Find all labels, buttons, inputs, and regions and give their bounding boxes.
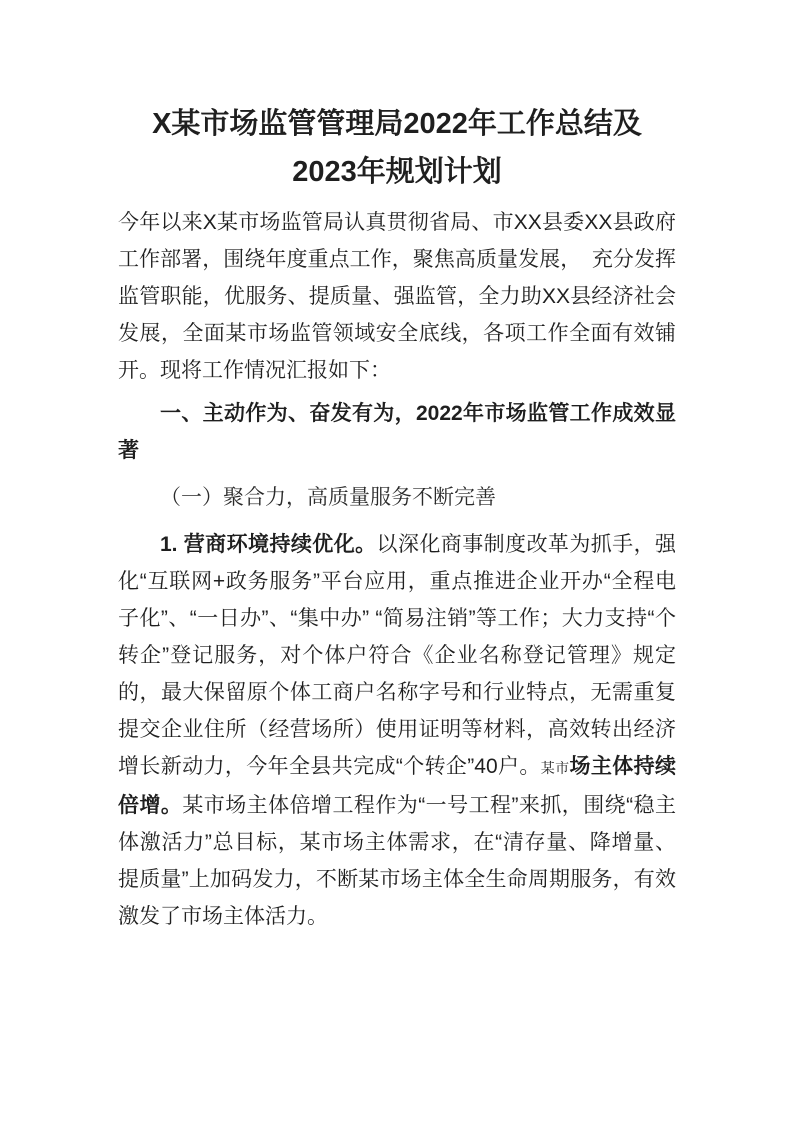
- section1-sub1-heading: （一）聚合力，高质量服务不断完善: [160, 485, 496, 509]
- document-title-line1: X某市场监管管理局2022年工作总结及: [152, 108, 642, 140]
- section1-heading: 一、主动作为、奋发有为，2022年市场监管工作成效显著: [118, 402, 676, 462]
- item1-lead-bold: 1. 营商环境持续优化。: [160, 533, 377, 556]
- intro-paragraph: 今年以来X某市场监管局认真贯彻省局、市XX县委XX县政府工作部署，围绕年度重点工作，聚焦高质量发展， 充分发挥监管职能，优服务、提质量、强监管，全力助XX县经济社会发展，全面某市场监管领域安全底线，各项工作全面有效铺开。现将工作情况汇报如下：: [118, 211, 676, 382]
- document-title: [118, 100, 676, 196]
- item1-inline-bold: 场主体持续倍增。: [118, 755, 677, 817]
- item1-inline-small: 某市: [540, 760, 570, 776]
- item1-body-b: 某市场主体倍增工程作为“一号工程”来抓，围绕“稳主体激活力”总目标，某市场主体需求，在“清存量、降增量、提质量”上加码发力，不断某市场主体全生命周期服务，有效激发了市场主体活力。: [118, 794, 677, 928]
- item1-body-a: 以深化商事制度改革为抓手，强化“互联网+政务服务”平台应用，重点推进企业开办“全程电子化”、“一日办”、“集中办” “简易注销”等工作；大力支持“个转企”登记服务，对个体户符合《企业名称登记管理》规定的，最大保留原个体工商户名称字号和行业特点，无需重复提交企业住所（经营场所）使用证明等材料，高效转出经济增长新动力，今年全县共完成“个转企”40户。: [118, 533, 676, 778]
- section1-sub1-item1: [118, 526, 676, 935]
- document-title-line2: 2023年规划计划: [292, 156, 502, 188]
